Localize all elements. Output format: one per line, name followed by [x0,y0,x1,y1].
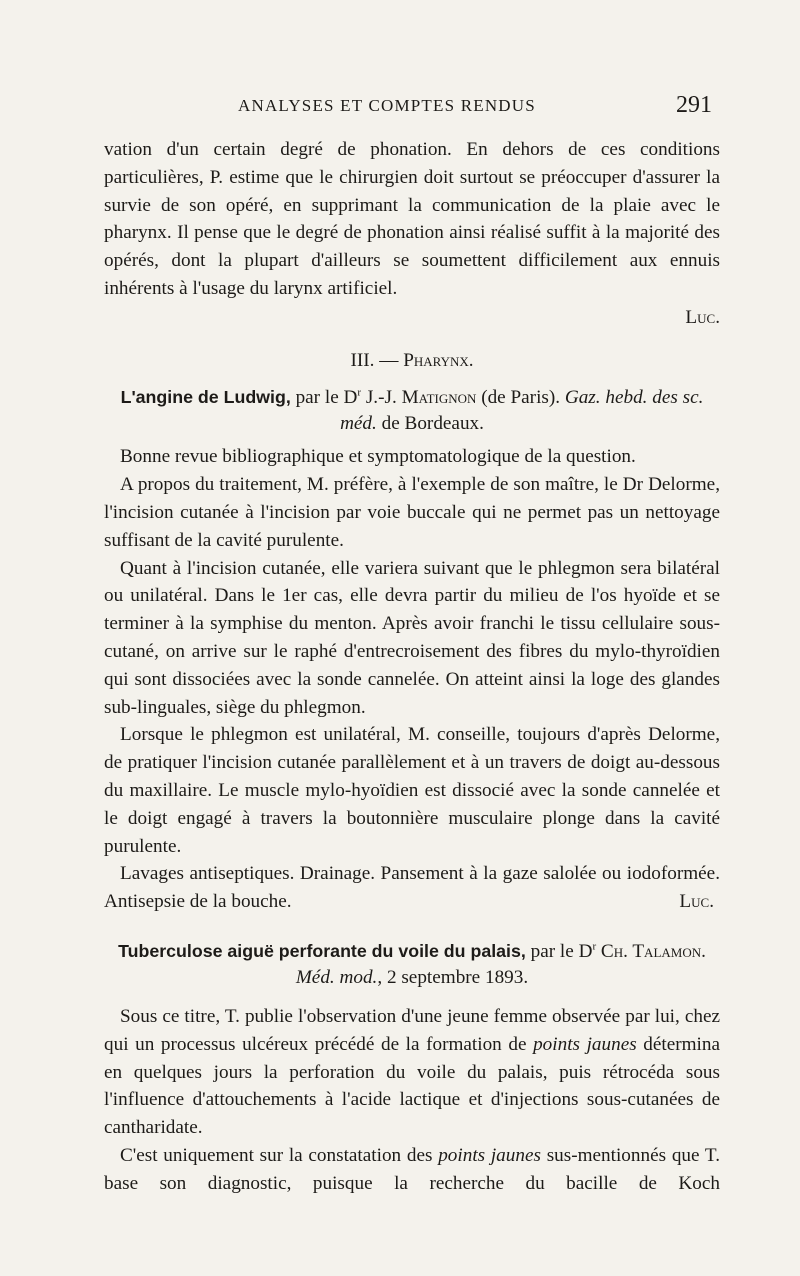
paragraph: A propos du traitement, M. préfère, à l'exemple de son maître, le Dr Delorme, l'incision cutanée à l'incision par voie buccale qui ne permet pas un nettoyage suffisant de la cavité purulente. [104,474,720,551]
paragraph [104,860,720,916]
paragraph-text: sus-mentionnés que T. base son diagnostic, puisque la recherche du bacille de Koch [104,1144,721,1194]
paragraph [104,1003,720,1142]
paragraph [104,1142,720,1198]
article-byline: par le D [290,387,358,409]
article-title: L'angine de Ludwig, [120,387,291,408]
signature: Luc. [685,306,720,328]
journal-city: de Bordeaux. [376,413,484,435]
superscript: r [592,940,597,953]
journal-name: Gaz. hebd. des sc. méd. [340,387,704,435]
emphasis: points jaunes [533,1033,637,1055]
paragraph-text: Lavages antiseptiques. Drainage. Pansement à la gaze salolée ou iodoformée. Antisepsie de la bouche. [104,863,720,913]
section-number: III. — [350,349,404,371]
article-heading [104,938,720,991]
paragraph: Bonne revue bibliographique et symptomatologique de la question. [120,446,636,468]
section-heading [104,347,720,375]
journal-name: Méd. mod. [295,966,378,988]
page-body [104,136,720,1198]
author-initials: J.-J. [361,387,402,409]
paragraph-text: détermina en quelques jours la perforation du voile du palais, puis rétrocéda sous l'influence d'attouchements à l'acide lactique et d'injections sous-cutanées de cantharidate. [104,1033,720,1139]
paragraph-text: C'est uniquement sur la constatation des [120,1144,439,1166]
superscript: r [357,386,362,399]
article-title: Tuberculose aiguë perforante du voile du palais, [118,940,526,961]
continued-paragraph: vation d'un certain degré de phonation. En dehors de ces conditions particulières, P. estime que le chirurgien doit surtout se préoccuper d'assurer la survie de son opéré, en supprimant la communication de la plaie avec le pharynx. Il pense que le degré de phonation ainsi réalisé suffit à la majorité des opérés, dont la plupart d'ailleurs se soumettent difficilement aux ennuis inhérents à l'usage du larynx artificiel. [104,139,720,299]
paragraph-text: Sous ce titre, T. publie l'observation d'une jeune femme observée par lui, chez qui un processus ulcéreux précédé de la formation de [104,1005,720,1055]
author-place: (de Paris). [476,387,565,409]
signature: Luc. [679,891,714,913]
article-heading [104,384,720,437]
running-head-title: ANALYSES ET COMPTES RENDUS [238,96,536,115]
article-byline: par le D [525,940,593,962]
page-number: 291 [676,92,712,118]
article-author: Ch. Talamon. [596,940,706,962]
paragraph: Quant à l'incision cutanée, elle variera suivant que le phlegmon sera bilatéral ou unilatéral. Dans le 1er cas, elle devra partir du milieu de l'os hyoïde et se terminer à la symphise du menton. Après avoir franchi le tissu cellulaire sous-cutané, on arrive sur le raphé d'entrecroisement des fibres du mylo-thyroïdien qui sont dissociées avec la sonde cannelée. On atteint ainsi la loge des glandes sub-linguales, siège du phlegmon. [104,557,720,718]
article-author: Matignon [401,387,477,409]
paragraph: Lorsque le phlegmon est unilatéral, M. conseille, toujours d'après Delorme, de pratiquer l'incision cutanée parallèlement et à un travers de doigt au-dessous du maxillaire. Le muscle mylo-hyoïdien est dissocié avec la sonde cannelée et le doigt engagé à travers la boutonnière musculaire plonge dans la cavité purulente. [104,724,720,857]
running-head [0,92,800,124]
section-title: Pharynx. [403,349,474,371]
emphasis: points jaunes [438,1144,541,1166]
journal-date: , 2 septembre 1893. [377,966,529,988]
